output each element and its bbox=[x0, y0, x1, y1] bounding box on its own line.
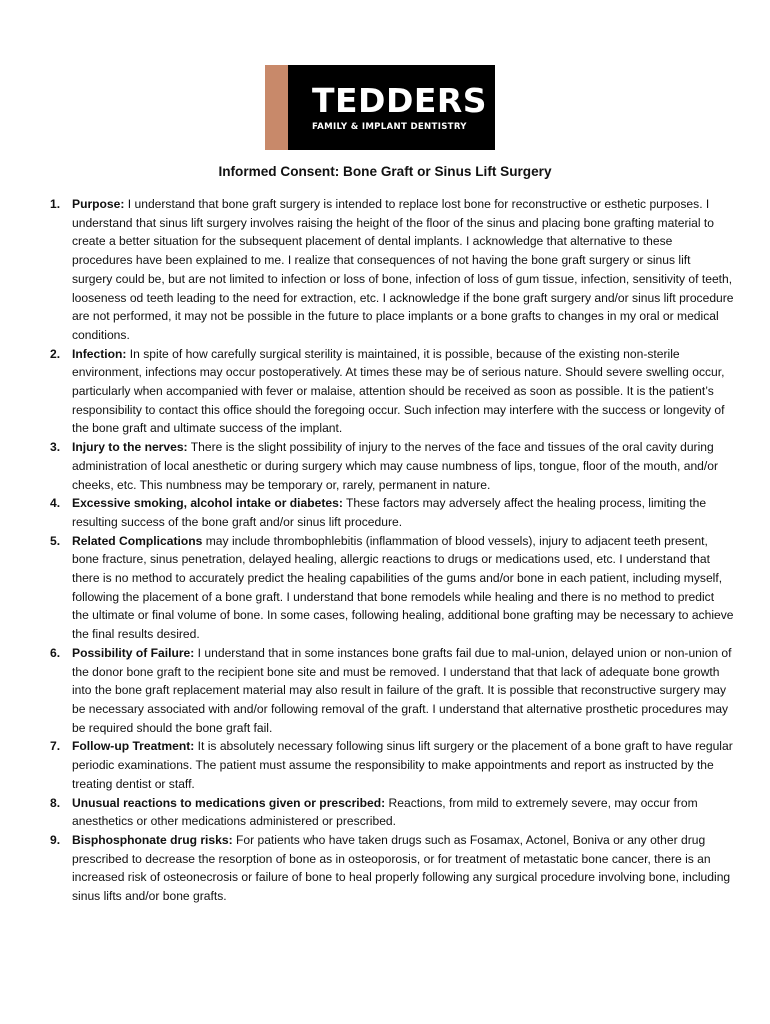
item-heading: Injury to the nerves: bbox=[72, 440, 188, 455]
item-text: These factors may adversely affect the healing process, limiting the resulting success of the bone graft and/or sinus lift procedure. bbox=[72, 496, 707, 529]
item-heading: Excessive smoking, alcohol intake or diabetes: bbox=[72, 496, 343, 511]
item-number: 7. bbox=[50, 739, 61, 754]
item-heading: Purpose: bbox=[72, 197, 125, 211]
item-number: 4. bbox=[50, 496, 61, 511]
item-text: I understand that bone graft surgery is intended to replace lost bone for reconstructive or esthetic purposes. I understand that sinus lift surgery involves raising the height of the floor of the sinus and placing bone grafting material to create a better situation for the subsequent placement of dental implants. I acknowledge that alternative to these procedures have been explained to me. I realize that consequences of not having the bone graft surgery or sinus lift surgery could be, but are not limited to infection or loss of bone, infection of loss of gum tissue, infection, sensitivity of teeth, looseness od teeth leading to the need for extraction, etc. I acknowledge if the bone graft surgery and/or sinus lift procedure are not performed, it may not be possible in the future to place implants or a bone grafts to changes in my oral or medical conditions. bbox=[72, 197, 734, 342]
document-title: Informed Consent: Bone Graft or Sinus Lift Surgery bbox=[218, 164, 552, 179]
consent-item-follow-up bbox=[0, 737, 770, 793]
item-heading: Bisphosphonate drug risks: bbox=[72, 832, 233, 847]
consent-item-purpose bbox=[0, 195, 770, 345]
item-number: 3. bbox=[50, 440, 61, 455]
logo-tagline: FAMILY & IMPLANT DENTISTRY bbox=[312, 121, 467, 132]
item-text: Reactions, from mild to extremely severe, may occur from anesthetics or other medications administered or prescribed. bbox=[72, 795, 698, 829]
item-heading: Infection: bbox=[72, 346, 127, 361]
consent-item-related-complications bbox=[0, 532, 770, 644]
logo-brand-name: TEDDERS bbox=[312, 80, 488, 120]
item-text: It is absolutely necessary following sinus lift surgery or the placement of a bone graft to have regular periodic examinations. The patient must assume the responsibility to make appointments and report as instructed by the treating dentist or staff. bbox=[72, 739, 733, 791]
item-number: 1. bbox=[50, 197, 61, 211]
item-text: There is the slight possibility of injury to the nerves of the face and tissues of the oral cavity during administration of local anesthetic or during surgery which may cause numbness of lips, tongue, floor of the mouth, and/or cheeks, etc. This numbness may be temporary or, rarely, permanent in nature. bbox=[72, 440, 719, 492]
item-heading: Follow-up Treatment: bbox=[72, 739, 195, 754]
consent-item-bisphosphonate bbox=[0, 831, 770, 906]
consent-item-failure bbox=[0, 644, 770, 738]
item-text: may include thrombophlebitis (inflammation of blood vessels), injury to adjacent teeth present, bone fracture, sinus penetration, delayed healing, allergic reactions to drugs or medications used, etc. I understand that there is no method to accurately predict the healing capabilities of the gums and/or bone in each patient, including myself, following the placement of a bone graft. I understand that bone remodels while healing and there is no method to predict the ultimate or final volume of bone. In some cases, following healing, additional bone grafting may be necessary to achieve the final results desired. bbox=[72, 533, 734, 642]
item-number: 5. bbox=[50, 533, 61, 548]
item-number: 8. bbox=[50, 795, 61, 810]
consent-item-medication-reactions bbox=[0, 794, 770, 831]
consent-items-list bbox=[0, 195, 770, 906]
logo-text bbox=[288, 65, 495, 150]
item-text: In spite of how carefully surgical sterility is maintained, it is possible, because of the existing non-sterile environment, infections may occur postoperatively. At times these may be of serious nature. Should severe swelling occur, particularly when accompanied with fever or malaise, attention should be received as soon as possible. It is the patient’s responsibility to contact this office should the foregoing occur. Such infection may interfere with the success or longevity of the bone graft and ultimate success of the implant. bbox=[72, 346, 725, 436]
consent-item-smoking-alcohol-diabetes bbox=[0, 494, 770, 531]
item-number: 6. bbox=[50, 645, 61, 660]
item-heading: Related Complications bbox=[72, 533, 203, 548]
logo-accent-stripe bbox=[265, 65, 288, 150]
item-heading: Possibility of Failure: bbox=[72, 645, 195, 660]
item-heading: Unusual reactions to medications given or prescribed: bbox=[72, 795, 386, 810]
item-text: I understand that in some instances bone grafts fail due to mal-union, delayed union or non-union of the donor bone graft to the recipient bone site and must be removed. I understand that that lack of adequate bone growth into the bone graft replacement material may also result in failure of the graft. It is possible that reconstructive surgery may be necessary associated with and/or following removal of the graft. I understand that alternative prosthetic procedures may be required should the bone graft fail. bbox=[72, 645, 732, 735]
item-text: For patients who have taken drugs such as Fosamax, Actonel, Boniva or any other drug prescribed to decrease the resorption of bone as in osteoporosis, or for treatment of metastatic bone cancer, there is an increased risk of osteonecrosis or failure of bone to heal properly following any surgical procedure involving bone, including sinus lifts and/or bone grafts. bbox=[72, 832, 731, 904]
item-number: 2. bbox=[50, 346, 61, 361]
consent-item-infection bbox=[0, 345, 770, 439]
consent-item-nerve-injury bbox=[0, 438, 770, 494]
item-number: 9. bbox=[50, 832, 61, 847]
tedders-logo bbox=[265, 65, 495, 150]
